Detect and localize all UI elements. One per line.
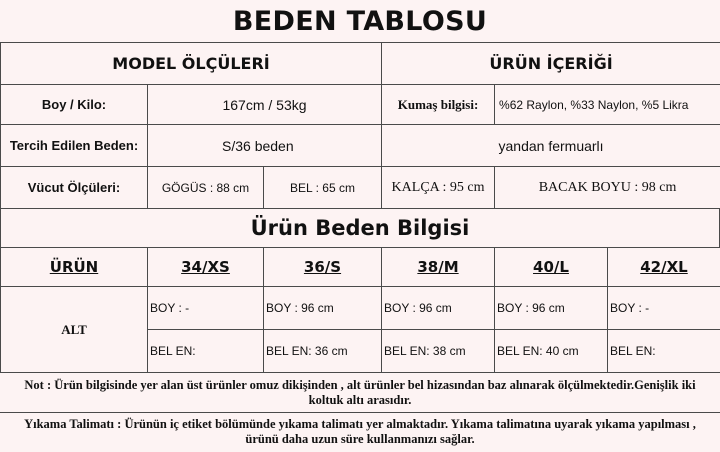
header-40-l: 40/L [495,248,608,287]
gogus-value: GÖGÜS : 88 cm [148,167,264,209]
bel-en-40-l: BEL EN: 40 cm [495,330,608,373]
measurement-note-text: Not : Ürün bilgisinde yer alan üst ürünler omuz dikişinden , alt ürünler bel hizasından baz alınarak ölçülmektedir.Genişlik iki koltuk altı arasıdır. [24,377,696,407]
product-section-header: ÜRÜN İÇERİĞİ [382,43,720,85]
kalca-value: KALÇA : 95 cm [382,167,495,209]
boy-34-xs: BOY : - [148,287,264,330]
bel-en-42-xl: BEL EN: [608,330,720,373]
header-42-xl: 42/XL [608,248,720,287]
boy-42-xl: BOY : - [608,287,720,330]
boy-38-m: BOY : 96 cm [382,287,495,330]
page-title: BEDEN TABLOSU [232,5,488,37]
boy-36-s: BOY : 96 cm [264,287,382,330]
bel-value: BEL : 65 cm [264,167,382,209]
model-product-table [0,42,720,209]
bacak-boyu-value: BACAK BOYU : 98 cm [495,167,720,209]
product-note: yandan fermuarlı [382,125,720,167]
washing-instruction-text: Yıkama Talimatı : Ürünün iç etiket bölümünde yıkama talimatı yer almaktadır. Yıkama talimatına uyarak yıkama yapılması , ürünü daha uzun süre kullanmanızı sağlar. [24,417,696,446]
size-table [0,247,720,373]
bel-en-36-s: BEL EN: 36 cm [264,330,382,373]
header-36-s: 36/S [264,248,382,287]
bel-en-34-xs: BEL EN: [148,330,264,373]
tercih-label: Tercih Edilen Beden: [1,125,148,167]
kumas-value: %62 Raylon, %33 Naylon, %5 Likra [495,85,720,125]
washing-instruction [0,413,720,451]
vucut-label: Vücut Ölçüleri: [1,167,148,209]
boy-kilo-label: Boy / Kilo: [1,85,148,125]
measurement-note [0,373,720,413]
header-38-m: 38/M [382,248,495,287]
boy-40-l: BOY : 96 cm [495,287,608,330]
bel-en-38-m: BEL EN: 38 cm [382,330,495,373]
row-label-alt: ALT [1,287,148,373]
kumas-label: Kumaş bilgisi: [382,85,495,125]
header-urun: ÜRÜN [1,248,148,287]
boy-kilo-value: 167cm / 53kg [148,85,382,125]
header-34-xs: 34/XS [148,248,264,287]
size-info-title: Ürün Beden Bilgisi [0,209,720,247]
model-section-header: MODEL ÖLÇÜLERİ [1,43,382,85]
tercih-value: S/36 beden [148,125,382,167]
